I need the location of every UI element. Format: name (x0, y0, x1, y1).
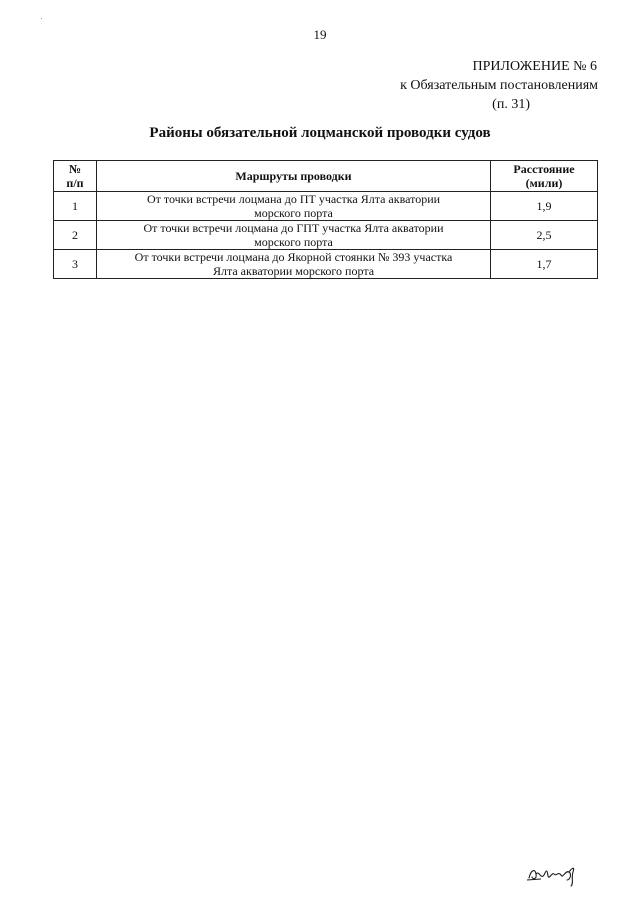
table-row (54, 192, 598, 221)
row-number: 3 (54, 250, 97, 279)
page-number: 19 (313, 27, 327, 42)
header-distance (491, 161, 598, 192)
header-distance-unit: (мили) (525, 176, 563, 190)
handwritten-signature (525, 858, 585, 888)
header-number-abbrev: п/п (66, 176, 84, 190)
route-text-line2: Ялта акватории морского порта (212, 264, 375, 278)
row-number: 2 (54, 221, 97, 250)
table-header-row (54, 161, 598, 192)
row-route (97, 221, 491, 250)
scan-speck (41, 18, 42, 19)
route-text-line1: От точки встречи лоцмана до ПТ участка Ялта акватории (146, 192, 441, 206)
appendix-header (400, 57, 598, 114)
routes-table (53, 160, 598, 279)
route-text-line2: морского порта (254, 206, 333, 220)
row-distance: 1,7 (491, 250, 598, 279)
appendix-reference: к Обязательным постановлениям (400, 78, 598, 93)
document-title: Районы обязательной лоцманской проводки судов (149, 125, 491, 141)
row-route (97, 192, 491, 221)
row-route (97, 250, 491, 279)
header-route: Маршруты проводки (97, 161, 491, 192)
table-row (54, 250, 598, 279)
route-text-line2: морского порта (254, 235, 333, 249)
header-number (54, 161, 97, 192)
header-number-symbol: № (68, 162, 82, 176)
row-number: 1 (54, 192, 97, 221)
header-distance-label: Расстояние (513, 162, 575, 176)
route-text-line1: От точки встречи лоцмана до ГПТ участка Ялта акватории (143, 221, 444, 235)
table-row (54, 221, 598, 250)
appendix-label: ПРИЛОЖЕНИЕ № 6 (472, 59, 597, 74)
row-distance: 2,5 (491, 221, 598, 250)
route-text-line1: От точки встречи лоцмана до Якорной стоянки № 393 участка (134, 250, 453, 264)
row-distance: 1,9 (491, 192, 598, 221)
appendix-clause: (п. 31) (492, 97, 530, 112)
